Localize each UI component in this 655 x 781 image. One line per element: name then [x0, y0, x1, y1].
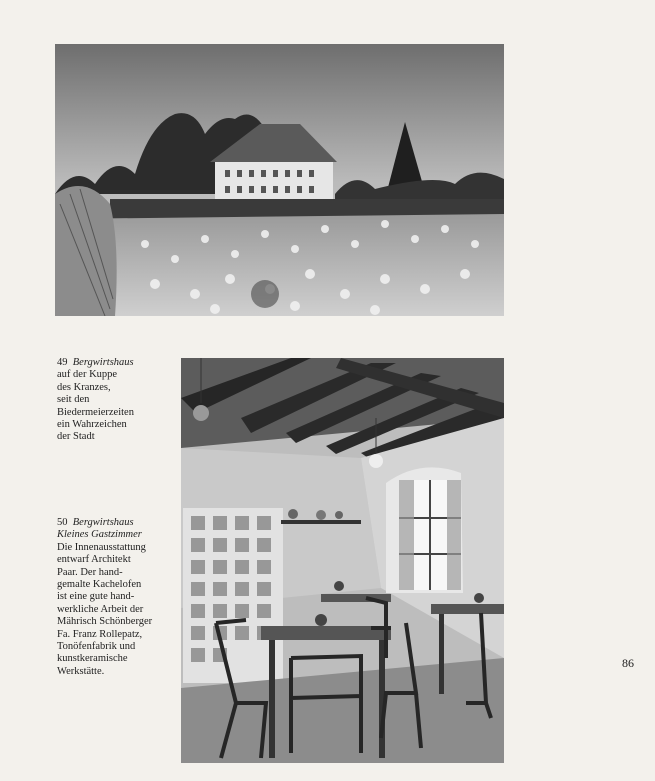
- caption-line: auf der Kuppe: [57, 369, 118, 381]
- caption-subtitle: Kleines Gastzimmer: [57, 529, 142, 541]
- caption-line: kunstkeramische: [57, 653, 128, 665]
- caption-line: Biedermeierzeiten: [57, 406, 134, 418]
- caption-49: [57, 357, 177, 444]
- caption-line: gemalte Kachelofen: [57, 579, 142, 591]
- caption-line: der Stadt: [57, 431, 95, 443]
- caption-line: ist eine gute hand-: [57, 591, 135, 603]
- caption-50: [57, 517, 177, 678]
- caption-line: ein Wahrzeichen: [57, 419, 127, 431]
- caption-line: Mährisch Schönberger: [57, 616, 153, 628]
- caption-line: Die Innenausstattung: [57, 541, 146, 553]
- caption-number: 50: [57, 517, 68, 528]
- caption-line: Werkstätte.: [57, 665, 105, 677]
- caption-number: 49: [57, 357, 68, 368]
- caption-line: Paar. Der hand-: [57, 566, 123, 578]
- caption-title: Bergwirtshaus: [72, 517, 134, 528]
- caption-line: des Kranzes,: [57, 381, 111, 393]
- photo-gastzimmer-interior: [181, 358, 504, 763]
- page-number: 86: [622, 656, 634, 670]
- caption-line: Fa. Franz Rollepatz,: [57, 628, 143, 640]
- caption-title: Bergwirtshaus: [72, 357, 134, 368]
- caption-line: seit den: [57, 394, 90, 406]
- caption-line: Tonöfenfabrik und: [57, 641, 136, 653]
- caption-line: werkliche Arbeit der: [57, 603, 144, 615]
- caption-line: entwarf Architekt: [57, 554, 131, 566]
- photo-bergwirtshaus-exterior: [55, 44, 504, 316]
